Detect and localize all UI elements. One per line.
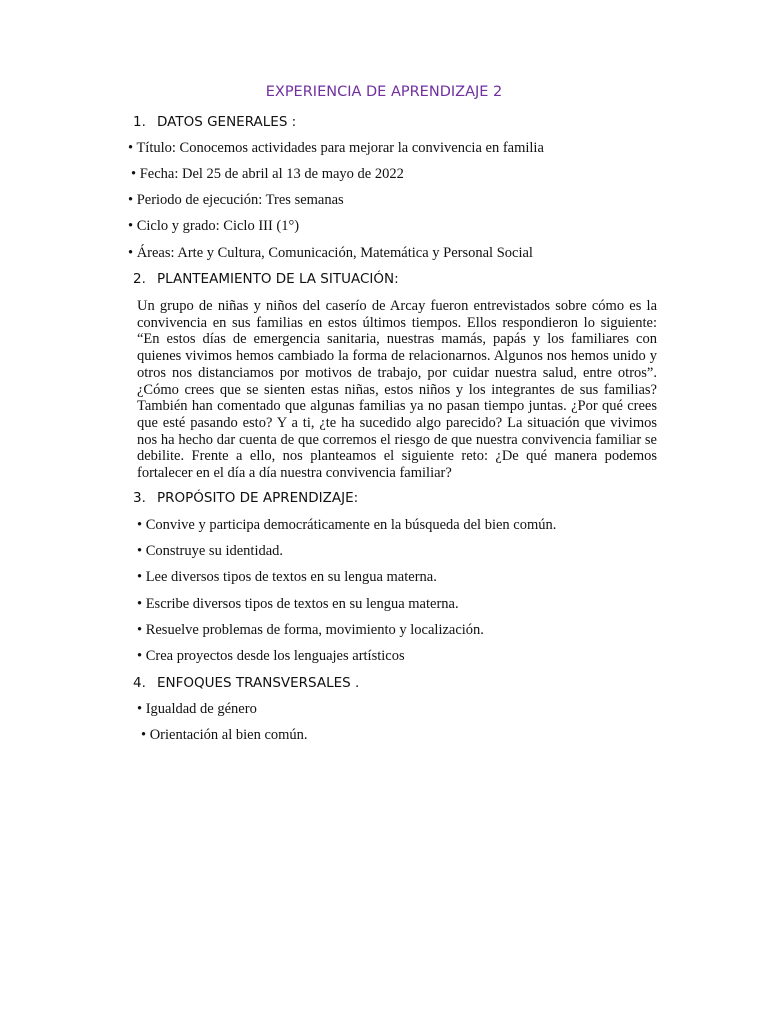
section-heading-text: DATOS GENERALES : xyxy=(157,114,297,130)
list-item: • Ciclo y grado: Ciclo III (1°) xyxy=(128,218,300,234)
list-item: • Periodo de ejecución: Tres semanas xyxy=(128,192,344,208)
section-number: 3. xyxy=(133,490,146,506)
list-item: • Construye su identidad. xyxy=(137,543,284,559)
section-number: 1. xyxy=(133,114,146,130)
section-heading-datos-generales xyxy=(133,114,296,130)
section-heading-proposito xyxy=(133,490,358,506)
list-item: • Resuelve problemas de forma, movimiento y localización. xyxy=(137,622,484,638)
section-heading-enfoques xyxy=(133,675,359,691)
list-item: • Crea proyectos desde los lenguajes artísticos xyxy=(137,648,405,664)
section-heading-planteamiento xyxy=(133,271,399,287)
list-item: • Áreas: Arte y Cultura, Comunicación, Matemática y Personal Social xyxy=(128,245,533,261)
situation-paragraph: Un grupo de niñas y niños del caserío de Arcay fueron entrevistados sobre cómo es la convivencia en sus familias en estos últimos tiempos. Ellos respondieron lo siguiente: “En estos días de emergencia sanitaria, nuestras mamás, papás y los familiares con quienes vivimos hemos cambiado la forma de relacionarnos. Algunos nos hemos unido y otros nos distanciamos por motivos de trabajo, por cuidar nuestra salud, entre otros”. ¿Cómo crees que se sienten estas niñas, estos niños y los integrantes de sus familias? También han comentado que algunas familias ya no pasan tiempo juntas. ¿Por qué crees que esté pasando esto? Y a ti, ¿te ha sucedido algo parecido? La situación que vivimos nos ha hecho dar cuenta de que corremos el riesgo de que nuestra convivencia familiar se debilite. Frente a ello, nos planteamos el siguiente reto: ¿De qué manera podemos fortalecer en el día a día nuestra convivencia familiar? xyxy=(137,298,657,482)
list-item: • Título: Conocemos actividades para mejorar la convivencia en familia xyxy=(128,140,544,156)
list-item: • Fecha: Del 25 de abril al 13 de mayo de 2022 xyxy=(131,166,404,182)
list-item: • Lee diversos tipos de textos en su lengua materna. xyxy=(137,569,437,585)
section-number: 2. xyxy=(133,271,146,287)
document-title: EXPERIENCIA DE APRENDIZAJE 2 xyxy=(265,84,503,100)
section-heading-text: PROPÓSITO DE APRENDIZAJE: xyxy=(157,490,359,506)
section-number: 4. xyxy=(133,675,146,691)
section-heading-text: ENFOQUES TRANSVERSALES . xyxy=(157,675,360,691)
list-item: • Convive y participa democráticamente en la búsqueda del bien común. xyxy=(137,517,557,533)
list-item: • Orientación al bien común. xyxy=(141,727,308,743)
list-item: • Escribe diversos tipos de textos en su lengua materna. xyxy=(137,596,459,612)
section-heading-text: PLANTEAMIENTO DE LA SITUACIÓN: xyxy=(157,271,399,287)
list-item: • Igualdad de género xyxy=(137,701,257,717)
